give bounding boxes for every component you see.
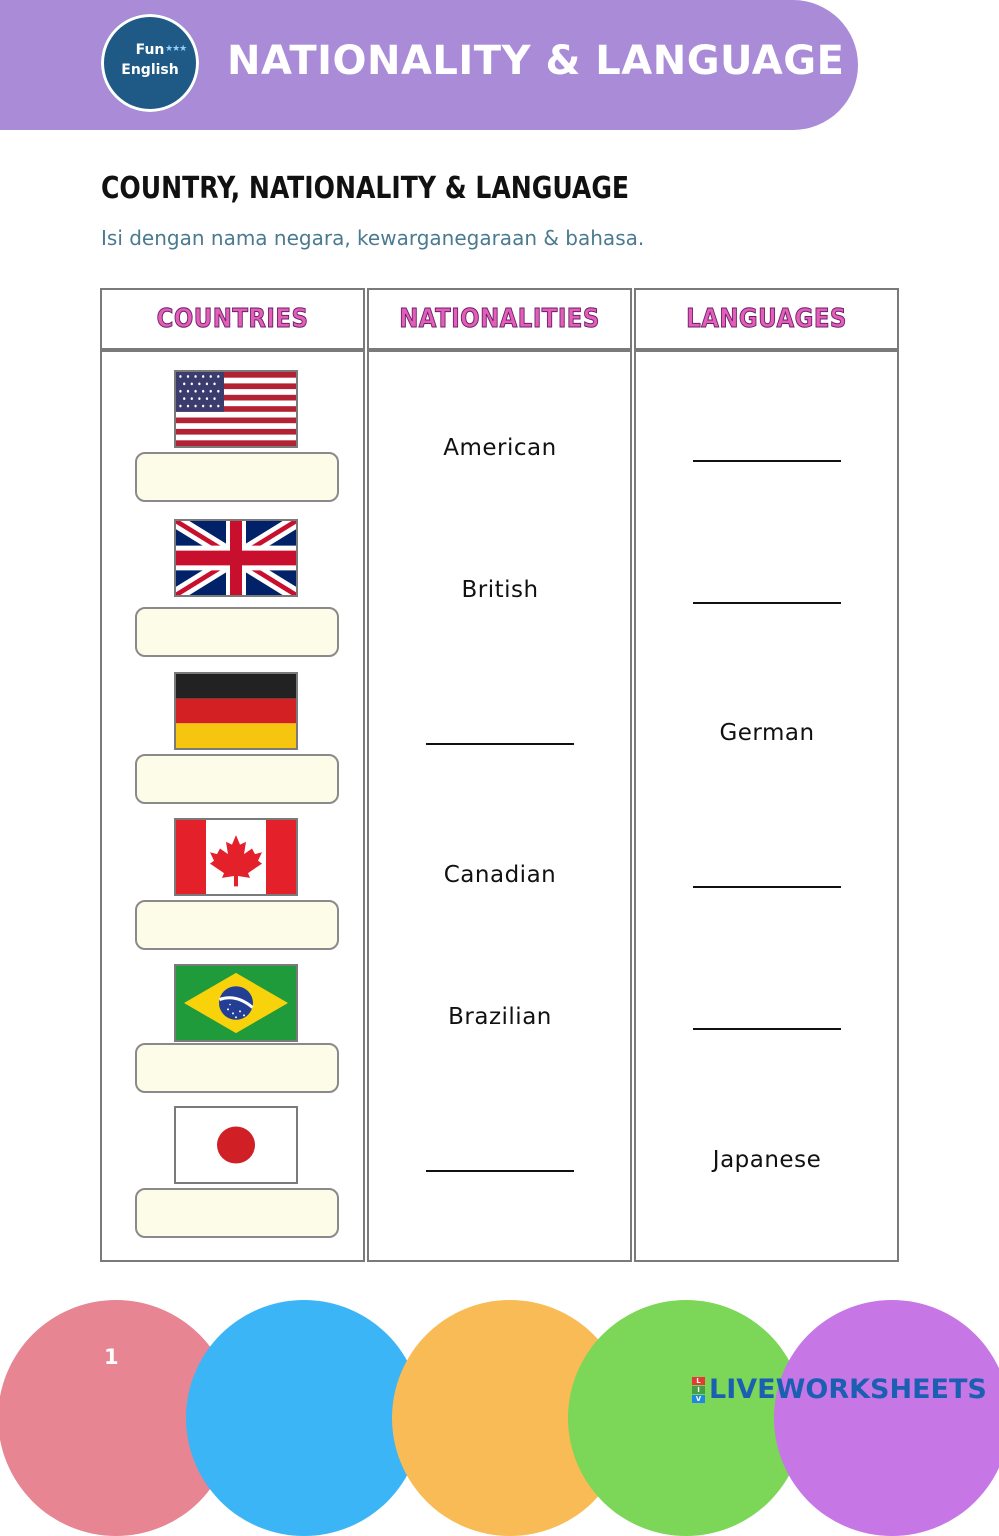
- liveworksheets-logo: [692, 1374, 987, 1405]
- nationalities-column: [367, 350, 632, 1262]
- header-cell-nationalities: [367, 288, 632, 350]
- language-blank-canada[interactable]: [693, 886, 841, 888]
- fun-english-logo: [101, 14, 199, 112]
- canada-flag-icon: [174, 818, 298, 896]
- nationality-text-brazilian: Brazilian: [448, 1004, 552, 1030]
- blue-circle-decoration: [186, 1300, 422, 1536]
- language-blank-brazil[interactable]: [693, 1028, 841, 1030]
- nationality-blank-japan[interactable]: [426, 1170, 574, 1172]
- header-banner: [0, 0, 858, 130]
- brazil-flag-icon: [174, 964, 298, 1042]
- nationality-blank-germany[interactable]: [426, 743, 574, 745]
- logo-text-line2: English: [121, 62, 179, 78]
- column-header-languages: LANGUAGES: [686, 304, 847, 334]
- logo-text-line1: Fun: [135, 42, 165, 58]
- page-number: 1: [104, 1345, 119, 1369]
- uk-flag-icon: [174, 519, 298, 597]
- nationality-text-british: British: [461, 577, 539, 603]
- language-blank-uk[interactable]: [693, 602, 841, 604]
- language-text-german: German: [719, 720, 815, 746]
- nationality-text-canadian: Canadian: [443, 862, 557, 888]
- usa-flag-icon: [174, 370, 298, 448]
- language-text-japanese: Japanese: [712, 1147, 822, 1173]
- country-input-uk[interactable]: [135, 607, 339, 657]
- page-title: NATIONALITY & LANGUAGE: [227, 38, 845, 84]
- header-cell-languages: [634, 288, 899, 350]
- country-input-germany[interactable]: [135, 754, 339, 804]
- language-blank-usa[interactable]: [693, 460, 841, 462]
- lw-icon-letter-i: I: [692, 1386, 705, 1394]
- country-input-japan[interactable]: [135, 1188, 339, 1238]
- purple-circle-decoration: [774, 1300, 999, 1536]
- section-title: COUNTRY, NATIONALITY & LANGUAGE: [101, 171, 630, 206]
- column-header-countries: COUNTRIES: [156, 304, 309, 334]
- germany-flag-icon: [174, 672, 298, 750]
- country-input-usa[interactable]: [135, 452, 339, 502]
- nationality-text-american: American: [443, 435, 557, 461]
- green-circle-decoration: [568, 1300, 804, 1536]
- languages-column: [634, 350, 899, 1262]
- instruction-text: Isi dengan nama negara, kewarganegaraan & bahasa.: [101, 226, 645, 250]
- country-input-canada[interactable]: [135, 900, 339, 950]
- japan-flag-icon: [174, 1106, 298, 1184]
- header-cell-countries: [100, 288, 365, 350]
- liveworksheets-wordmark: LIVEWORKSHEETS: [709, 1374, 987, 1405]
- lw-icon-letter-v: V: [692, 1395, 705, 1403]
- logo-stars-icon: ★★★: [165, 44, 187, 54]
- country-input-brazil[interactable]: [135, 1043, 339, 1093]
- liveworksheets-icon: [692, 1377, 705, 1404]
- lw-icon-letter-l: L: [692, 1377, 705, 1385]
- column-header-nationalities: NATIONALITIES: [399, 304, 600, 334]
